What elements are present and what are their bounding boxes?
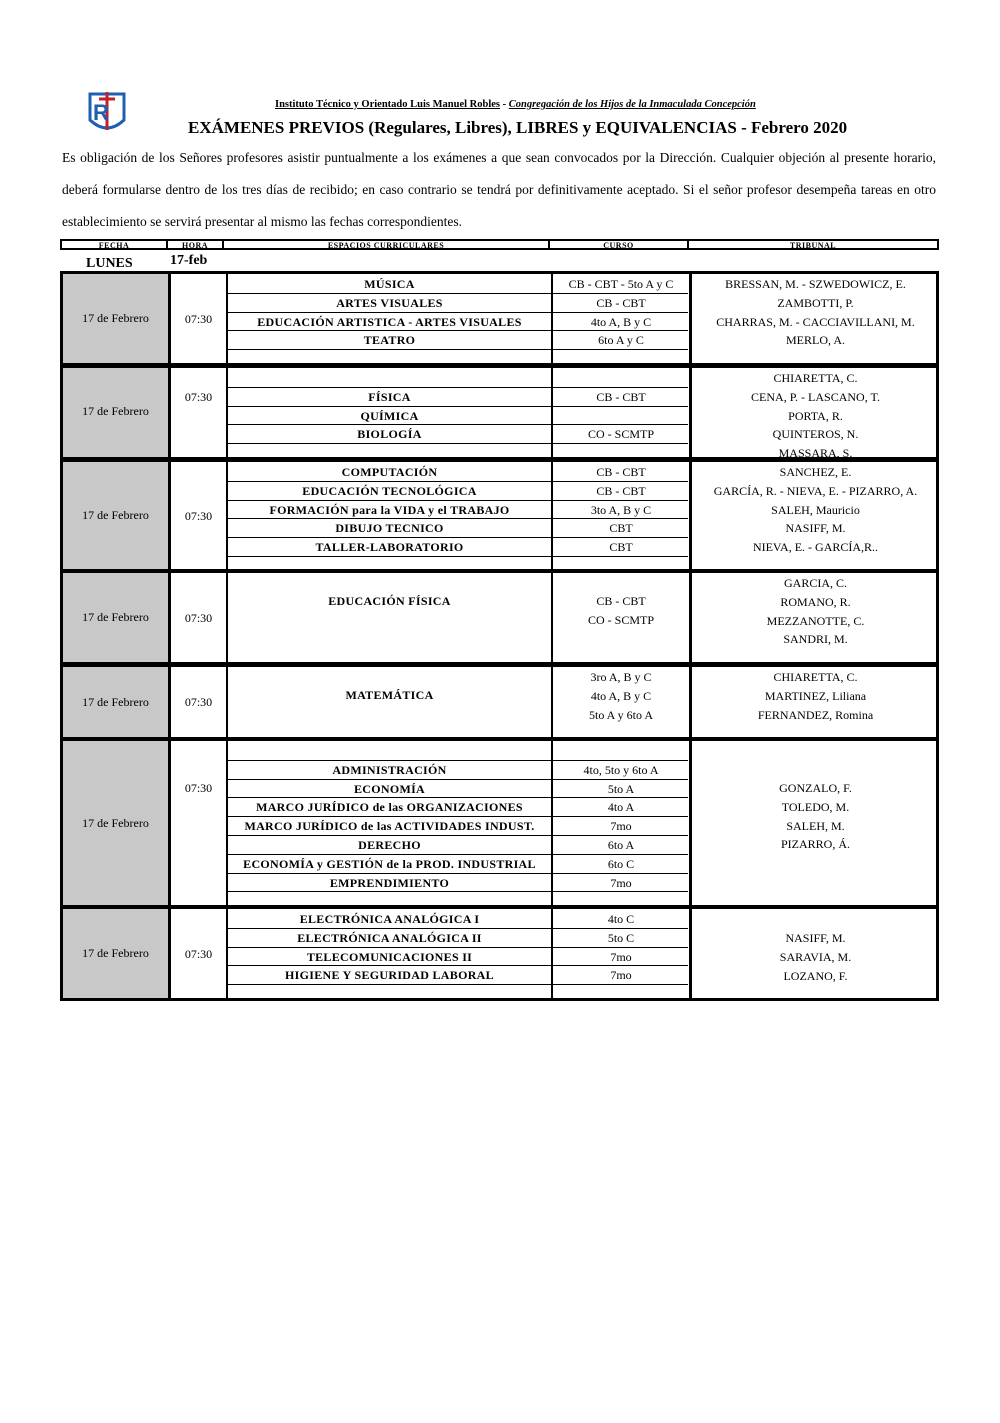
page-title: EXÁMENES PREVIOS (Regulares, Libres), LIBRES y EQUIVALENCIAS - Febrero 2020 xyxy=(188,118,848,137)
curso-value xyxy=(553,369,689,387)
curso-value: CB - CBT xyxy=(596,465,646,479)
fecha-cell: 17 de Febrero xyxy=(63,741,171,905)
subject-name: DERECHO xyxy=(358,838,421,852)
day-name: LUNES xyxy=(86,256,133,271)
fecha-cell: 17 de Febrero xyxy=(63,573,171,662)
curso-value: 5to A y 6to A xyxy=(588,707,653,722)
institute-line: Instituto Técnico y Orientado Luis Manuel Robles - Congregación de los Hijos de la Inmaculada Concepción xyxy=(275,99,756,110)
subject-name: MARCO JURÍDICO de las ACTIVIDADES INDUST. xyxy=(244,819,535,834)
subject-name: FORMACIÓN para la VIDA y el TRABAJO xyxy=(269,502,510,517)
curso-value: 4to A xyxy=(607,800,635,815)
subject-name: COMPUTACIÓN xyxy=(341,465,438,479)
subject-name: DIBUJO TECNICO xyxy=(335,521,444,536)
tribunal-member: ZAMBOTTI, P. xyxy=(777,295,854,310)
tribunal-member: SANDRI, M. xyxy=(783,632,848,647)
tribunal-member: MASSARA, S. xyxy=(778,446,853,461)
tribunal-member: BRESSAN, M. - SZWEDOWICZ, E. xyxy=(725,277,906,291)
subject-name: HIGIENE Y SEGURIDAD LABORAL xyxy=(285,968,494,983)
curso-value: 7mo xyxy=(610,819,632,834)
hora-cell xyxy=(171,368,228,457)
hora-value: 07:30 xyxy=(184,390,213,404)
subject-name xyxy=(228,985,551,1003)
curso-value: CB - CBT xyxy=(596,483,646,498)
exam-block xyxy=(60,459,939,572)
curso-value: CBT xyxy=(609,521,633,536)
curso-value: 4to A, B y C xyxy=(590,688,652,703)
subject-name: TALLER-LABORATORIO xyxy=(315,540,464,555)
institute-name: Instituto Técnico y Orientado Luis Manuel Robles xyxy=(275,99,500,110)
column-header-espacios: ESPACIOS CURRICULARES xyxy=(222,239,550,250)
column-header-fecha: FECHA xyxy=(60,239,168,250)
curso-value: CBT xyxy=(609,540,633,555)
tribunal-member: GARCÍA, R. - NIEVA, E. - PIZARRO, A. xyxy=(713,483,918,498)
subject-column xyxy=(228,573,553,662)
tribunal-member: MEZZANOTTE, C. xyxy=(766,613,865,628)
curso-value: CB - CBT xyxy=(596,295,646,310)
hora-value: 07:30 xyxy=(184,695,213,709)
subject-name: TELECOMUNICACIONES II xyxy=(306,949,473,964)
tribunal-member: QUINTEROS, N. xyxy=(772,427,859,442)
exam-block xyxy=(60,570,939,665)
tribunal-member: FERNANDEZ, Romina xyxy=(757,707,874,722)
tribunal-member: MERLO, A. xyxy=(785,333,845,348)
svg-text:R: R xyxy=(93,100,109,125)
tribunal-member: GARCIA, C. xyxy=(783,576,847,590)
tribunal-member: LOZANO, F. xyxy=(783,968,848,983)
column-header-curso: CURSO xyxy=(548,239,689,250)
subject-name xyxy=(228,369,551,387)
subject-name: FÍSICA xyxy=(368,389,411,404)
subject-name: BIOLOGÍA xyxy=(357,427,422,442)
tribunal-member: CENA, P. - LASCANO, T. xyxy=(751,389,880,404)
subject-name: ECONOMÍA y GESTIÓN de la PROD. INDUSTRIAL xyxy=(243,856,536,871)
exam-block xyxy=(60,271,939,366)
curso-value xyxy=(553,742,689,760)
curso-value: 6to C xyxy=(607,856,635,871)
hora-value: 07:30 xyxy=(184,781,213,795)
subject-name: EDUCACIÓN FÍSICA xyxy=(328,594,451,608)
curso-value: CB - CBT - 5to A y C xyxy=(568,277,674,291)
exam-block xyxy=(60,906,939,1001)
curso-value: 6to A xyxy=(607,838,635,852)
fecha-cell: 17 de Febrero xyxy=(63,462,171,569)
tribunal-member: NASIFF, M. xyxy=(785,521,846,536)
tribunal-member: CHIARETTA, C. xyxy=(773,371,858,385)
curso-value: 4to, 5to y 6to A xyxy=(583,762,659,777)
subject-name: EMPRENDIMIENTO xyxy=(329,875,450,890)
column-header-tribunal: TRIBUNAL xyxy=(687,239,939,250)
column-header-hora: HORA xyxy=(166,239,224,250)
tribunal-member: SARAVIA, M. xyxy=(779,949,852,964)
subject-name: ADMINISTRACIÓN xyxy=(332,762,447,777)
intro-paragraph: Es obligación de los Señores profesores asistir puntualmente a los exámenes a que sean convocados por la Dirección. Cualquier objeción al presente horario, deberá formularse dentro de los tres días de recibido; en caso contrario se tendrá por definitivamente aceptado. Si el señor profesor desempeña tareas en otro establecimiento se servirá presentar al mismo las fechas correspondientes. xyxy=(62,150,936,229)
tribunal-member: TOLEDO, M. xyxy=(781,799,850,814)
exam-block xyxy=(60,738,939,908)
subject-name: ELECTRÓNICA ANALÓGICA II xyxy=(297,930,482,945)
school-logo-icon xyxy=(84,90,130,136)
curso-value: 7mo xyxy=(610,949,632,964)
hora-value: 07:30 xyxy=(184,610,213,625)
curso-value xyxy=(553,407,689,425)
tribunal-member: NASIFF, M. xyxy=(785,931,846,945)
curso-value: CO - SCMTP xyxy=(587,427,655,442)
congregation-name: Congregación de los Hijos de la Inmaculada Concepción xyxy=(508,99,756,110)
subject-name: MATEMÁTICA xyxy=(345,688,434,702)
fecha-cell: 17 de Febrero xyxy=(63,667,171,737)
subject-name: ELECTRÓNICA ANALÓGICA I xyxy=(299,912,480,926)
subject-name: ECONOMÍA xyxy=(353,781,426,796)
subject-name: EDUCACIÓN TECNOLÓGICA xyxy=(302,483,477,498)
fecha-cell: 17 de Febrero xyxy=(63,274,171,363)
tribunal-member: MARTINEZ, Liliana xyxy=(764,688,867,703)
hora-value: 07:30 xyxy=(184,311,213,326)
tribunal-member: SANCHEZ, E. xyxy=(779,465,852,479)
curso-value: CO - SCMTP xyxy=(587,612,655,627)
exam-block xyxy=(60,365,939,460)
subject-name: ARTES VISUALES xyxy=(336,295,443,310)
curso-value: 7mo xyxy=(610,968,632,983)
curso-value: CB - CBT xyxy=(596,594,646,608)
fecha-cell: 17 de Febrero xyxy=(63,368,171,457)
tribunal-member: CHARRAS, M. - CACCIAVILLANI, M. xyxy=(716,314,915,329)
tribunal-member: GONZALO, F. xyxy=(779,781,852,795)
tribunal-member: SALEH, M. xyxy=(786,818,845,833)
curso-value: 5to C xyxy=(607,930,635,945)
hora-value: 07:30 xyxy=(184,508,213,523)
subject-name: MÚSICA xyxy=(364,277,415,291)
curso-value: 6to A y C xyxy=(598,333,644,348)
subject-name: QUÍMICA xyxy=(360,408,419,423)
subject-name: TEATRO xyxy=(363,333,416,348)
tribunal-member: PORTA, R. xyxy=(788,408,843,423)
curso-value xyxy=(553,985,689,1003)
fecha-cell: 17 de Febrero xyxy=(63,909,171,998)
curso-value: 7mo xyxy=(610,875,632,890)
tribunal-member: PIZARRO, Á. xyxy=(780,837,850,852)
curso-value: 4to A, B y C xyxy=(590,314,652,329)
subject-name xyxy=(228,742,551,760)
subject-name: MARCO JURÍDICO de las ORGANIZACIONES xyxy=(256,800,523,815)
curso-value: 3ro A, B y C xyxy=(590,670,652,684)
subject-name: EDUCACIÓN ARTISTICA - ARTES VISUALES xyxy=(257,314,522,329)
hora-value: 07:30 xyxy=(184,946,213,961)
tribunal-member: NIEVA, E. - GARCÍA,R.. xyxy=(752,540,879,555)
tribunal-member: SALEH, Mauricio xyxy=(771,502,860,517)
curso-value: 3to A, B y C xyxy=(590,502,652,517)
curso-value: 5to A xyxy=(607,781,635,796)
curso-value: CB - CBT xyxy=(596,389,646,404)
tribunal-member: CHIARETTA, C. xyxy=(773,670,858,684)
hora-cell xyxy=(171,741,228,905)
curso-value: 4to C xyxy=(607,912,635,926)
day-date: 17-feb xyxy=(170,253,208,268)
tribunal-member: ROMANO, R. xyxy=(780,594,851,609)
exam-block xyxy=(60,664,939,740)
